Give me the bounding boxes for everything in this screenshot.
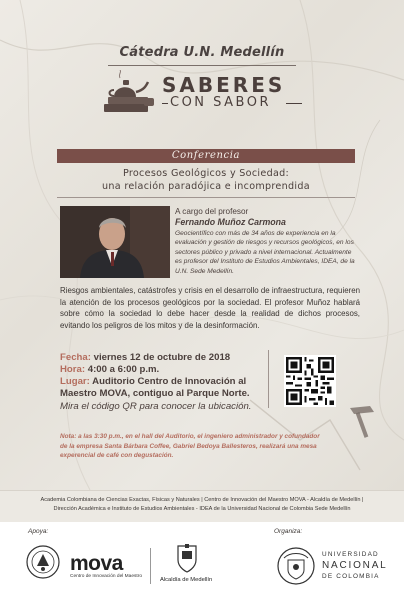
place-value-1: Auditorio Centro de Innovación al xyxy=(92,376,247,387)
un-name-line1: UNIVERSIDAD xyxy=(322,551,379,558)
place-value-2: Maestro MOVA, contiguo al Parque Norte. xyxy=(60,388,250,399)
brand-saberes: SABERES xyxy=(162,73,286,97)
qr-code-icon xyxy=(286,357,334,405)
speaker-label: A cargo del profesor xyxy=(175,207,249,216)
location-qr-code[interactable] xyxy=(284,355,336,407)
coffee-note-line3: experencial de café con degustación. xyxy=(60,452,174,460)
logo-divider xyxy=(150,548,151,584)
speaker-name: Fernando Muñoz Carmona xyxy=(175,217,286,227)
date-value: viernes 12 de octubre de 2018 xyxy=(93,352,231,363)
support-label: Apoya: xyxy=(28,528,49,535)
place-row xyxy=(60,376,246,388)
time-value: 4:00 a 6:00 p.m. xyxy=(87,364,160,375)
brand-rule-left xyxy=(162,103,168,104)
organizer-label: Organiza: xyxy=(274,528,303,535)
date-label: Fecha: xyxy=(60,352,91,363)
brand-rule-right xyxy=(286,103,302,104)
un-coat-of-arms-icon xyxy=(276,546,316,591)
speaker-photo xyxy=(60,206,170,278)
time-label: Hora: xyxy=(60,364,86,375)
un-name-line2: NACIONAL xyxy=(322,560,388,571)
event-type-banner: Conferencia xyxy=(57,149,355,163)
header-divider xyxy=(108,65,296,66)
teapot-books-icon xyxy=(100,70,160,118)
footer-credits xyxy=(6,496,398,515)
speaker-bio: Geocientífico con más de 34 años de experiencia en la evaluación y gestión de riesgos y recursos geológicos, en los sectores público y privado a nivel internacional. Actualmente es profesor del Instituto de Estudios Ambientales, IDEA, de la U.N. Sede Medellín. xyxy=(175,230,355,275)
place-row-2 xyxy=(60,388,250,400)
alcaldia-label: Alcaldía de Medellín xyxy=(160,577,213,583)
place-label: Lugar: xyxy=(60,376,90,387)
date-row xyxy=(60,352,230,364)
coffee-note xyxy=(60,432,360,461)
mova-subtitle: Centro de Innovación del Maestro xyxy=(70,574,142,579)
mova-logo: mova xyxy=(70,552,123,575)
footer-line2: Dirección Académica e Instituto de Estudios Ambientales - IDEA de la Universidad Nacional de Colombia Sede Medellín xyxy=(53,506,351,513)
qr-hint: Mira el código QR para conocer la ubicación. xyxy=(60,401,252,412)
event-title xyxy=(57,167,355,193)
brand-con-sabor: CON SABOR xyxy=(170,95,272,110)
footer-line1: Academia Colombiana de Ciencias Exactas, Físicas y Naturales | Centro de Innovación del Maestro MOVA - Alcaldía de Medellín | xyxy=(40,497,364,503)
title-divider xyxy=(57,197,355,198)
event-title-line1: Procesos Geológicos y Sociedad: xyxy=(122,168,290,179)
event-title-line2: una relación paradójica e incomprendida xyxy=(102,181,310,192)
alcaldia-shield-icon xyxy=(176,544,198,579)
coffee-note-line1: Nota: a las 3:30 p.m., en el hall del Auditorio, el ingeniero administrador y cofundador xyxy=(60,433,320,440)
qr-divider xyxy=(268,350,269,408)
un-name-line3: DE COLOMBIA xyxy=(322,573,380,580)
event-description: Riesgos ambientales, catástrofes y crisis en el desarrollo de infraestructura, requieren la atención de los procesos geológicos por la sociedad. El profesor Muñoz hablará sobre cómo la sociedad lo debe hacer desde la realidad de dichos procesos, evitando los peligros de los mitos y de la desinformación. xyxy=(60,286,360,330)
series-title: Cátedra U.N. Medellín xyxy=(119,45,285,60)
time-row xyxy=(60,364,159,376)
academy-seal-icon xyxy=(26,542,60,587)
coffee-note-line2: de la empresa Santa Bárbara Coffee, Gabriel Bedoya Ballesteros, realizará una mesa xyxy=(60,442,317,450)
